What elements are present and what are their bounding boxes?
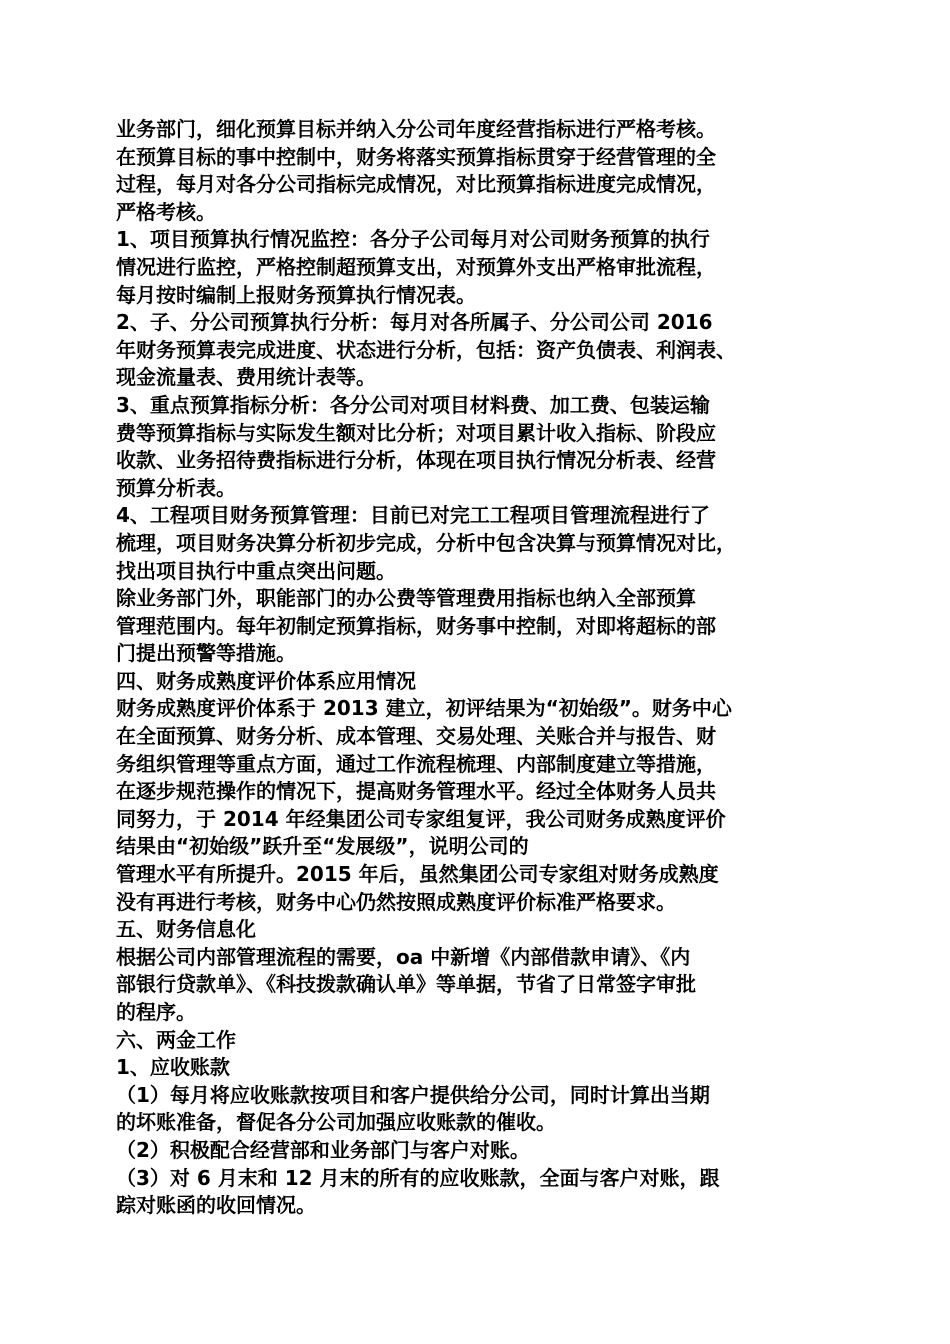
text-line: 4、工程项目财务预算管理：目前已对完工工程项目管理流程进行了 [116, 503, 710, 528]
text-line: （1）每月将应收账款按项目和客户提供给分公司，同时计算出当期 [116, 1082, 710, 1107]
text-line: 管理水平有所提升。2015 年后，虽然集团公司专家组对财务成熟度 [116, 862, 719, 887]
text-line: 财务成熟度评价体系于 2013 建立，初评结果为“初始级”。财务中心 [116, 696, 732, 721]
text-line: 根据公司内部管理流程的需要，oa 中新增《内部借款申请》、《内 [116, 944, 691, 969]
document-body [116, 116, 852, 1220]
text-line: 情况进行监控，严格控制超预算支出，对预算外支出严格审批流程， [116, 254, 716, 279]
text-line: 1、项目预算执行情况监控：各分子公司每月对公司财务预算的执行 [116, 227, 710, 252]
text-line: 现金流量表、费用统计表等。 [116, 365, 376, 390]
section-heading: 四、财务成熟度评价体系应用情况 [116, 668, 416, 693]
text-line: 务组织管理等重点方面，通过工作流程梳理、内部制度建立等措施， [116, 751, 716, 776]
text-line: 2、子、分公司预算执行分析：每月对各所属子、分公司公司 2016 [116, 310, 713, 335]
text-line: 踪对账函的收回情况。 [116, 1193, 316, 1218]
text-line: 的程序。 [116, 1000, 196, 1024]
text-line: 预算分析表。 [116, 475, 236, 500]
text-line: （2）积极配合经营部和业务部门与客户对账。 [116, 1137, 530, 1162]
section-heading: 六、两金工作 [116, 1027, 236, 1052]
text-line: 年财务预算表完成进度、状态进行分析，包括：资产负债表、利润表、 [116, 337, 736, 362]
text-line: 找出项目执行中重点突出问题。 [116, 558, 396, 583]
text-line: 除业务部门外，职能部门的办公费等管理费用指标也纳入全部预算 [116, 586, 696, 611]
text-line: 收款、业务招待费指标进行分析，体现在项目执行情况分析表、经营 [116, 448, 716, 473]
text-line: 3、重点预算指标分析：各分公司对项目材料费、加工费、包装运输 [116, 392, 710, 417]
text-line: 过程，每月对各分公司指标完成情况，对比预算指标进度完成情况， [116, 172, 716, 197]
section-heading: 五、财务信息化 [116, 917, 256, 942]
text-line: 同努力，于 2014 年经集团公司专家组复评，我公司财务成熟度评价 [116, 806, 726, 831]
subsection-heading: 1、应收账款 [116, 1055, 230, 1080]
text-line: 的坏账准备，督促各分公司加强应收账款的催收。 [116, 1110, 556, 1135]
text-line: 在全面预算、财务分析、成本管理、交易处理、关账合并与报告、财 [116, 724, 716, 749]
text-line: 在逐步规范操作的情况下，提高财务管理水平。经过全体财务人员共 [116, 779, 716, 804]
text-line: 每月按时编制上报财务预算执行情况表。 [116, 282, 476, 307]
text-line: 部银行贷款单》、《科技拨款确认单》等单据，节省了日常签字审批 [116, 972, 696, 997]
text-line: 没有再进行考核，财务中心仍然按照成熟度评价标准严格要求。 [116, 889, 676, 914]
text-line: 费等预算指标与实际发生额对比分析；对项目累计收入指标、阶段应 [116, 420, 716, 445]
text-line: （3）对 6 月末和 12 月末的所有的应收账款，全面与客户对账，跟 [116, 1165, 720, 1190]
text-line: 门提出预警等措施。 [116, 641, 296, 666]
text-line: 业务部门，细化预算目标并纳入分公司年度经营指标进行严格考核。 [116, 117, 716, 141]
text-line: 梳理，项目财务决算分析初步完成，分析中包含决算与预算情况对比， [116, 530, 736, 555]
text-line: 在预算目标的事中控制中，财务将落实预算指标贯穿于经营管理的全 [116, 144, 716, 169]
text-line: 结果由“初始级”跃升至“发展级”，说明公司的 [116, 834, 529, 859]
text-line: 严格考核。 [116, 199, 216, 224]
text-line: 管理范围内。每年初制定预算指标，财务事中控制，对即将超标的部 [116, 613, 716, 638]
